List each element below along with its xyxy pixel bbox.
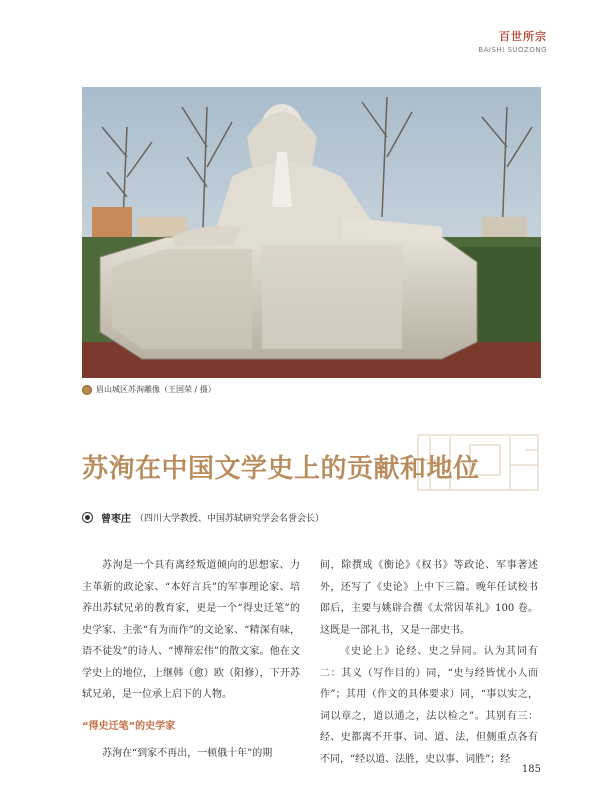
paragraph: 苏洵在“到家不再出，一顿俄十年”的期 <box>102 748 273 759</box>
section-header <box>478 28 547 54</box>
photo-caption <box>82 384 216 395</box>
author-affiliation: （四川大学教授、中国苏轼研究学会名誉会长） <box>135 514 325 524</box>
paragraph: 间，除撰成《衡论》《权书》等政论、军事著述外，还写了《史论》上中下三篇。晚年任试校书郎后，主要与姚辟合撰《太常因革礼》100 卷。这既是一部礼书，又是一部史书。 <box>320 560 538 636</box>
article-column-right <box>320 555 538 770</box>
section-subheading: “得史迁笔”的史学家 <box>82 720 176 732</box>
statue-image <box>82 87 541 378</box>
author-name: 曾枣庄 <box>101 514 131 525</box>
author-line <box>82 510 324 525</box>
section-pinyin: BAISHI SUOZONG <box>478 46 547 54</box>
caption-text: 眉山城区苏洵雕像（王国荣 / 摄） <box>96 385 216 394</box>
section-title: 百世所宗 <box>499 30 547 43</box>
article-title: 苏洵在中国文学史上的贡献和地位 <box>82 454 480 484</box>
statue-photo <box>82 87 541 378</box>
article-column-left <box>82 555 300 765</box>
author-bullet-icon <box>82 512 93 523</box>
page-number: 185 <box>521 764 541 775</box>
caption-bullet-icon <box>82 385 92 395</box>
paragraph: 《史论上》论经、史之异同。认为其同有二：其义（写作目的）同，“史与经皆忧小人而作”；其用（作文的具体要求）同，“事以实之，词以章之，道以通之，法以检之”。其别有三：经、史都离不开事、词、道、法，但侧重点各有不同，“经以道、法胜，史以事、词胜”；经 <box>320 646 538 765</box>
paragraph: 苏洵是一个具有离经叛道倾向的思想家、力主革新的政论家、“本好言兵”的军事理论家、培养出苏轼兄弟的教育家，更是一个“得史迁笔”的史学家、主张“有为而作”的文论家、“精深有味，语不徒发”的诗人、“博辩宏伟”的散文家。他在文学史上的地位，上继韩（愈）欧（阳修），下开苏轼兄弟，是一位承上启下的人物。 <box>82 560 300 700</box>
